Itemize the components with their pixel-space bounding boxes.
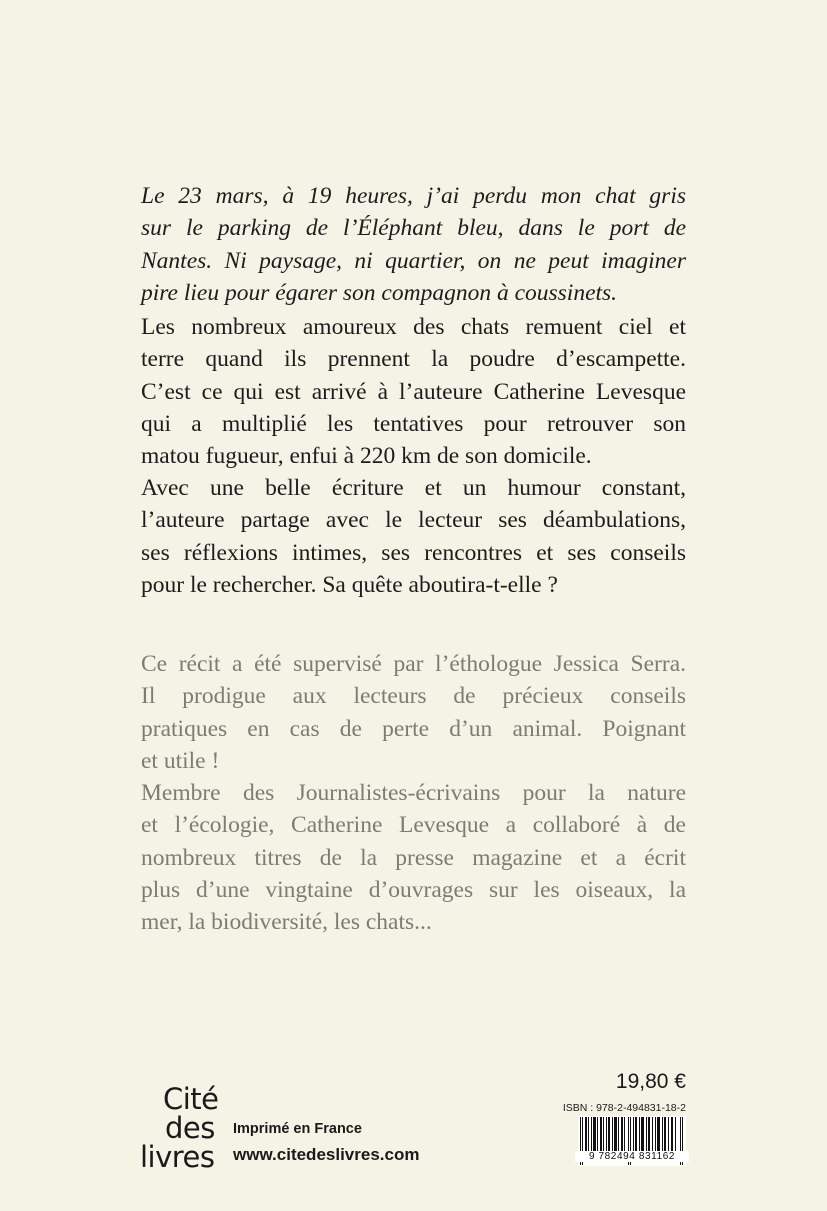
printed-in-label: Imprimé en France — [233, 1121, 362, 1137]
supervision-line: Ce récit a été supervisé par l’éthologue Jessica Serra. — [141, 651, 686, 677]
bio-line: et l’écologie, Catherine Levesque a collaboré à de — [141, 812, 686, 839]
intro-paragraph — [141, 180, 686, 309]
summary-line: Les nombreux amoureux des chats remuent ciel et — [141, 314, 686, 340]
intro-line: Nantes. Ni paysage, ni quartier, on ne peut imaginer — [141, 247, 686, 274]
style-line: l’auteure partage avec le lecteur ses déambulations, — [141, 507, 686, 534]
publisher-logo — [140, 1082, 219, 1174]
intro-line: pire lieu pour égarer son compagnon à coussinets. — [141, 279, 618, 306]
logo-word-livres: livres — [140, 1140, 215, 1174]
style-line: Avec une belle écriture et un humour constant, — [141, 475, 686, 501]
style-line: pour le rechercher. Sa quête aboutira-t-elle ? — [141, 571, 558, 598]
barcode-digits: 9 782494 831162 — [575, 1151, 689, 1162]
summary-paragraph — [141, 311, 686, 472]
summary-line: qui a multiplié les tentatives pour retrouver son — [141, 410, 686, 437]
logo-word-des: des — [165, 1111, 215, 1145]
style-line: ses réflexions intimes, ses rencontres et ses conseils — [141, 539, 686, 566]
bio-line: nombreux titres de la presse magazine et a écrit — [141, 844, 686, 871]
intro-line: Le 23 mars, à 19 heures, j’ai perdu mon chat gris — [141, 183, 686, 209]
summary-line: terre quand ils prennent la poudre d’escampette. — [141, 346, 686, 373]
supervision-line: et utile ! — [141, 747, 220, 774]
bio-line: mer, la biodiversité, les chats... — [141, 909, 432, 936]
publisher-website: www.citedeslivres.com — [233, 1145, 420, 1164]
supervision-paragraph — [141, 648, 686, 777]
summary-line: C’est ce qui est arrivé à l’auteure Catherine Levesque — [141, 378, 686, 405]
supervision-line: Il prodigue aux lecteurs de précieux conseils — [141, 683, 686, 710]
supervision-line: pratiques en cas de perte d’un animal. Poignant — [141, 715, 686, 742]
logo-word-cite: Cité — [163, 1082, 219, 1116]
style-paragraph — [141, 472, 686, 601]
bio-line: Membre des Journalistes-écrivains pour la nature — [141, 780, 686, 806]
isbn-label: ISBN : 978-2-494831-18-2 — [562, 1102, 686, 1114]
intro-line: sur le parking de l’Éléphant bleu, dans le port de — [141, 215, 686, 242]
price-label: 19,80 € — [615, 1070, 686, 1093]
bio-line: plus d’une vingtaine d’ouvrages sur les oiseaux, la — [141, 876, 686, 903]
author-bio-paragraph — [141, 777, 686, 938]
summary-line: matou fugueur, enfui à 220 km de son domicile. — [141, 443, 592, 470]
